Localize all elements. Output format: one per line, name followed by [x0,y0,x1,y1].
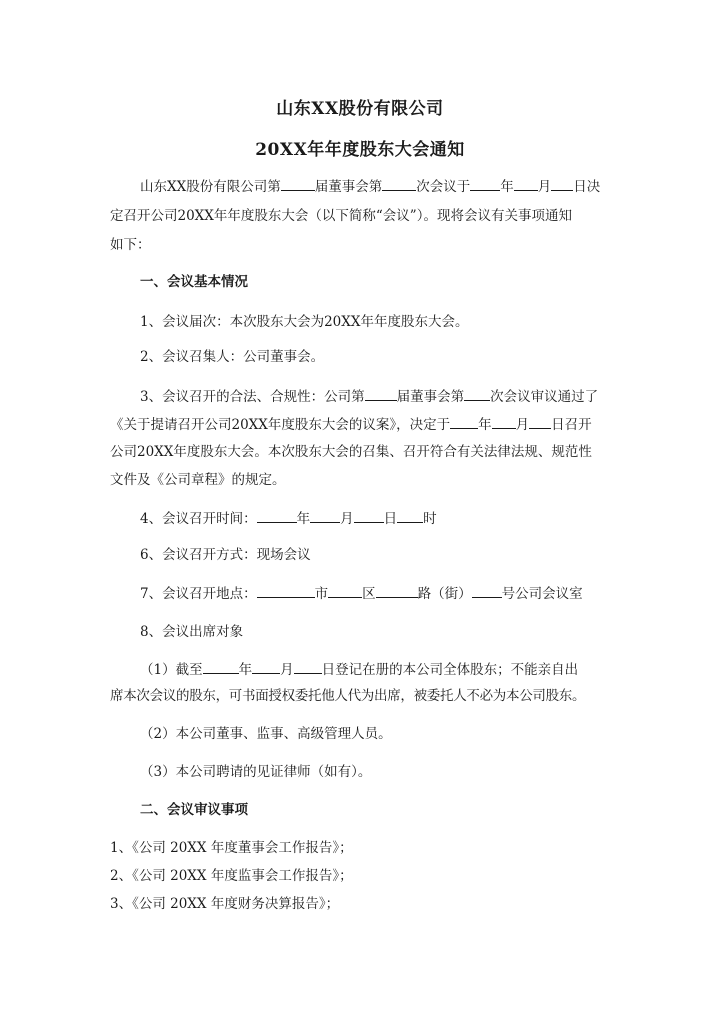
blank [252,659,280,674]
sub-1-line-1: （1）截至 年 月 日登记在册的本公司全体股东；不能亲自出 [140,659,720,680]
item-6: 6、会议召开方式：现场会议 [140,547,311,563]
blank [257,583,315,598]
blank [294,659,322,674]
review-item: 2、《公司 20XX 年度监事会工作报告》； [110,868,353,884]
item-3-line-1: 3、会议召开的合法、合规性：公司第 届董事会第 次会议审议通过了 [140,386,720,407]
item-3-line-3: 公司20XX年度股东大会。本次股东大会的召集、召开符合有关法律法规、规范性 [110,444,592,460]
sub-3: （3）本公司聘请的见证律师（如有）。 [140,764,372,780]
notice-title: 20XX年年度股东大会通知 [255,140,465,160]
blank [464,386,490,401]
intro-line-1: 山东XX股份有限公司第 届董事会第 次会议于 年 月 日决 [140,176,720,197]
sub-1-line-2: 席本次会议的股东，可书面授权委托他人代为出席，被委托人不必为本公司股东。 [110,688,586,704]
item-8: 8、会议出席对象 [140,624,244,640]
intro-line-3: 如下： [110,237,151,253]
section1-heading: 一、会议基本情况 [140,274,248,290]
blank [472,583,502,598]
blank [397,508,423,523]
blank [382,176,416,191]
blank [310,508,340,523]
item-3-line-4: 文件及《公司章程》的规定。 [110,472,286,488]
blank [470,176,500,191]
blank [365,386,397,401]
blank [450,414,478,429]
blank [328,583,362,598]
item-4: 4、会议召开时间： 年 月 日 时 [140,508,720,529]
item-7: 7、会议召开地点： 市 区 路（街） 号公司会议室 [140,583,720,604]
sub-2: （2）本公司董事、监事、高级管理人员。 [140,726,392,742]
blank [376,583,418,598]
blank [529,414,551,429]
item-2: 2、会议召集人：公司董事会。 [140,349,325,365]
company-title: 山东XX股份有限公司 [276,99,444,119]
blank [492,414,516,429]
blank [281,176,315,191]
blank [354,508,384,523]
blank [257,508,297,523]
intro-line-2: 定召开公司20XX年年度股东大会（以下简称“会议”）。现将会议有关事项通知 [110,208,572,224]
item-1: 1、会议届次：本次股东大会为20XX年年度股东大会。 [140,314,469,330]
section2-heading: 二、会议审议事项 [140,802,248,818]
blank [551,176,573,191]
item-3-line-2: 《关于提请召开公司20XX年度股东大会的议案》，决定于 年 月 日召开 [110,414,720,435]
blank [203,659,239,674]
blank [514,176,538,191]
review-item: 3、《公司 20XX 年度财务决算报告》； [110,896,340,912]
review-item: 1、《公司 20XX 年度董事会工作报告》； [110,840,353,856]
